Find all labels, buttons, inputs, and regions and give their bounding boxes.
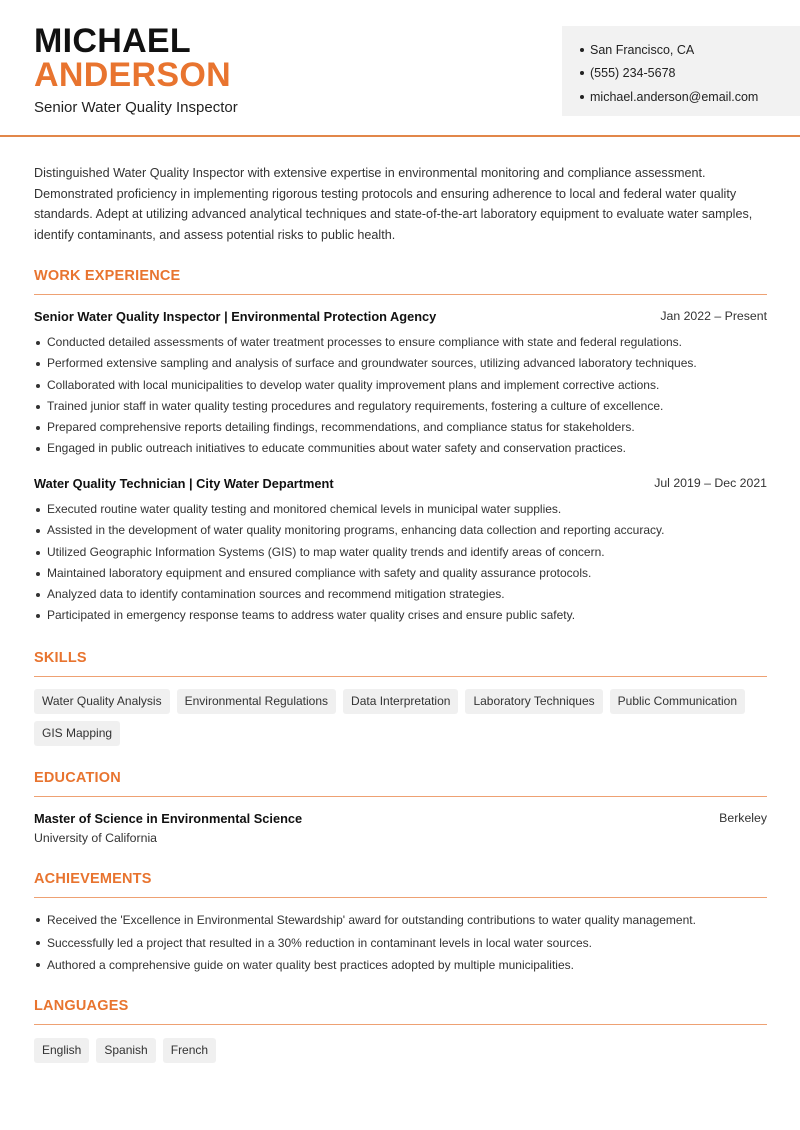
list-item: Authored a comprehensive guide on water quality best practices adopted by multiple municipalities.: [34, 954, 774, 977]
job-bullets: [34, 332, 774, 460]
skill-chip: Public Communication: [610, 689, 745, 714]
list-item: Prepared comprehensive reports detailing findings, recommendations, and compliance status for stakeholders.: [34, 417, 774, 438]
bullet-icon: [580, 71, 584, 75]
skill-chip: Laboratory Techniques: [465, 689, 602, 714]
first-name: MICHAEL: [34, 22, 191, 60]
location-text: San Francisco, CA: [590, 42, 695, 57]
job-role: Water Quality Technician | City Water Department: [34, 476, 334, 491]
list-item: Conducted detailed assessments of water treatment processes to ensure compliance with state and federal regulations.: [34, 332, 774, 353]
list-item: Engaged in public outreach initiatives to educate communities about water safety and conservation practices.: [34, 438, 774, 459]
language-chip: Spanish: [96, 1038, 155, 1063]
section-title-work: WORK EXPERIENCE: [34, 268, 181, 284]
phone-text: (555) 234-5678: [590, 66, 676, 81]
language-chip: French: [163, 1038, 216, 1063]
resume-header: [0, 0, 800, 137]
contact-phone: [580, 62, 800, 86]
list-item: Assisted in the development of water quality monitoring programs, enhancing data collection and reporting accuracy.: [34, 520, 774, 541]
section-title-skills: SKILLS: [34, 650, 87, 666]
job-header: [34, 309, 767, 324]
job-bullets: [34, 499, 774, 627]
languages-list: [34, 1038, 774, 1063]
section-divider: [34, 676, 767, 677]
list-item: Utilized Geographic Information Systems (GIS) to map water quality trends and identify areas of concern.: [34, 542, 774, 563]
last-name: ANDERSON: [34, 56, 231, 94]
bullet-icon: [580, 95, 584, 99]
list-item: Successfully led a project that resulted in a 30% reduction in contaminant levels in local water sources.: [34, 932, 774, 955]
education-degree: Master of Science in Environmental Science: [34, 811, 303, 826]
language-chip: English: [34, 1038, 89, 1063]
skills-list: [34, 689, 774, 746]
list-item: Trained junior staff in water quality testing procedures and regulatory requirements, fostering a culture of excellence.: [34, 396, 774, 417]
list-item: Performed extensive sampling and analysis of surface and groundwater sources, utilizing advanced laboratory techniques.: [34, 353, 774, 374]
list-item: Collaborated with local municipalities to develop water quality improvement plans and implement corrective actions.: [34, 375, 774, 396]
education-school: University of California: [34, 831, 158, 845]
summary-paragraph: Distinguished Water Quality Inspector with extensive expertise in environmental monitoring and compliance assessment. Demonstrated proficiency in implementing rigorous testing protocols and ensuring adherence to local and federal water quality standards. Adept at utilizing advanced analytical techniques and state-of-the-art laboratory equipment to evaluate water samples, identify contaminants, and assess potential risks to public health.: [34, 166, 753, 243]
education-header: [34, 811, 767, 826]
list-item: Maintained laboratory equipment and ensured compliance with safety and quality assurance protocols.: [34, 563, 774, 584]
section-title-achievements: ACHIEVEMENTS: [34, 871, 152, 887]
section-divider: [34, 1024, 767, 1025]
list-item: Analyzed data to identify contamination sources and recommend mitigation strategies.: [34, 584, 774, 605]
job-header: [34, 476, 767, 491]
job-dates: Jan 2022 – Present: [660, 309, 767, 323]
section-divider: [34, 897, 767, 898]
section-title-languages: LANGUAGES: [34, 998, 129, 1014]
job-dates: Jul 2019 – Dec 2021: [654, 476, 767, 490]
education-location: Berkeley: [719, 811, 767, 825]
list-item: Received the 'Excellence in Environmental Stewardship' award for outstanding contributions to water quality management.: [34, 909, 774, 932]
skill-chip: Data Interpretation: [343, 689, 458, 714]
contact-email: [580, 85, 800, 109]
skill-chip: GIS Mapping: [34, 721, 120, 746]
email-text: michael.anderson@email.com: [590, 89, 759, 104]
list-item: Participated in emergency response teams to address water quality crises and ensure public safety.: [34, 605, 774, 626]
job-title: Senior Water Quality Inspector: [34, 99, 238, 116]
skill-chip: Water Quality Analysis: [34, 689, 170, 714]
contact-location: [580, 38, 800, 62]
contact-box: [562, 26, 800, 116]
section-title-education: EDUCATION: [34, 770, 121, 786]
section-divider: [34, 796, 767, 797]
achievements-list: [34, 909, 774, 977]
skill-chip: Environmental Regulations: [177, 689, 336, 714]
section-divider: [34, 294, 767, 295]
list-item: Executed routine water quality testing and monitored chemical levels in municipal water supplies.: [34, 499, 774, 520]
job-role: Senior Water Quality Inspector | Environmental Protection Agency: [34, 309, 437, 324]
bullet-icon: [580, 48, 584, 52]
